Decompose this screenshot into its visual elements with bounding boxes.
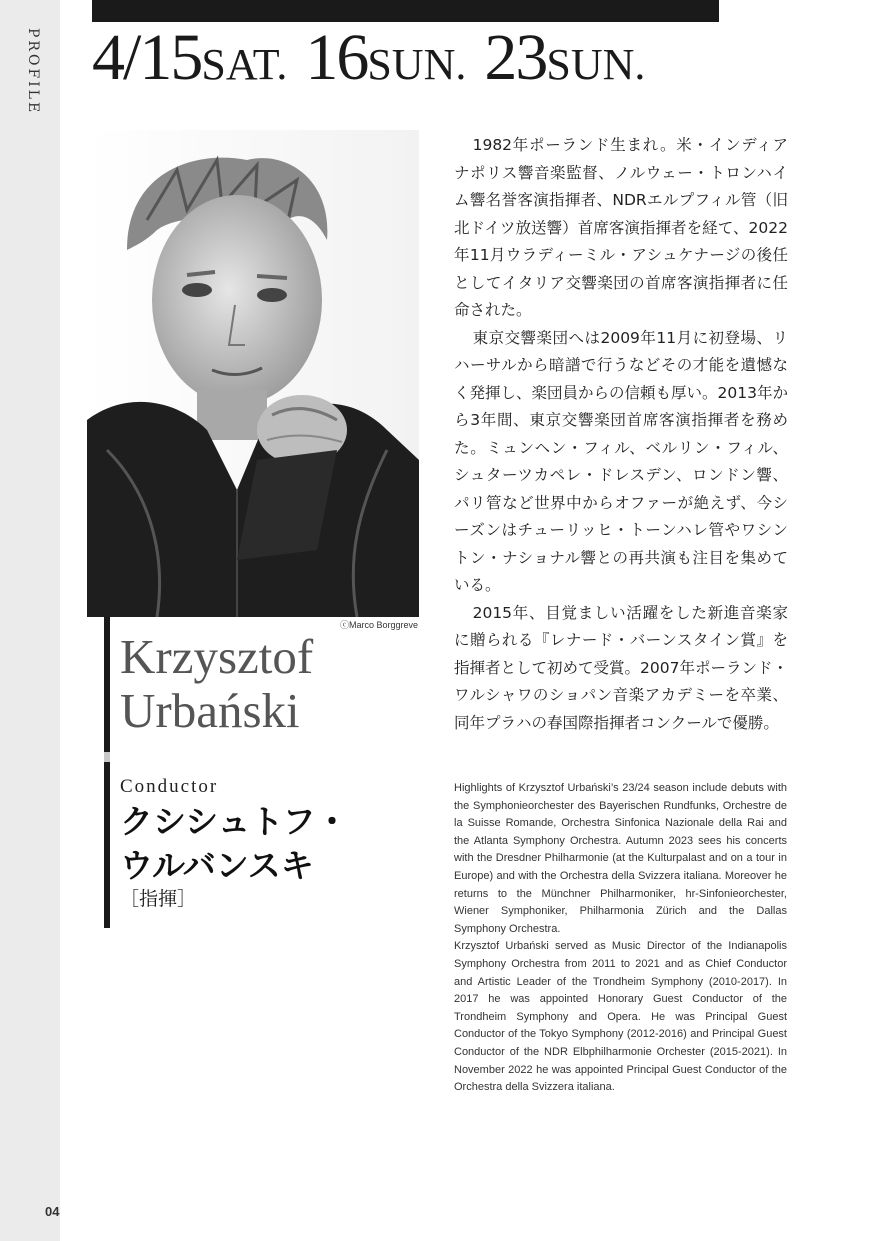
- page-number: 04: [45, 1204, 60, 1219]
- header-bar: [92, 0, 719, 22]
- artist-first-name: Krzysztof: [120, 629, 314, 684]
- artist-name-japanese-line-2: ウルバンスキ: [120, 846, 314, 885]
- bio-ja-paragraph: 2015年、目覚ましい活躍をした新進音楽家に贈られる『レナード・バーンスタイン賞』を指揮者として初めて受賞。2007年ポーランド・ワルシャワのショパン音楽アカデミーを卒業、同年プラハの春国際指揮者コンクールで優勝。: [454, 603, 788, 732]
- photo-credit: ⓒMarco Borggreve: [339, 620, 418, 630]
- artist-role-english: Conductor: [120, 776, 219, 797]
- artist-last-name: Urbański: [120, 683, 300, 738]
- accent-rule-gap: [104, 752, 110, 762]
- portrait-illustration: [87, 130, 419, 617]
- conductor-portrait: [87, 130, 419, 617]
- date-3-number: 23: [484, 21, 547, 94]
- accent-rule-top: [104, 617, 110, 752]
- date-1-number: 4/15: [92, 21, 202, 94]
- biography-japanese: [454, 132, 788, 737]
- bio-en-paragraph: Highlights of Krzysztof Urbański’s 23/24 season include debuts with the Symphonieorchester des Bayerischen Rundfunks, Orchestre de la Suisse Romande, Orchestra Sinfonica Nazionale della Rai and the Atlanta Symphony Orchestra. Autumn 2023 sees his concerts with the Dresdner Philharmonie (at the Kulturpalast and on a tour in Europe) and with the Orchestra della Svizzera italiana. Moreover he returns to the Münchner Philharmoniker, hr-Sinfonieorchester, Wiener Symphoniker, Philharmonia Zürich and the Dallas Symphony Orchestra.: [454, 782, 787, 935]
- artist-name-english: [120, 630, 420, 738]
- sidebar: [0, 0, 60, 1241]
- bio-ja-paragraph: 1982年ポーランド生まれ。米・インディアナポリス響音楽監督、ノルウェー・トロンハイム響名誉客演指揮者、NDRエルプフィル管（旧北ドイツ放送響）首席客演指揮者を経て、2022年11月ウラディーミル・アシュケナージの後任としてイタリア交響楽団の首席客演指揮者に任命された。: [454, 136, 788, 319]
- section-label: PROFILE: [25, 28, 41, 116]
- accent-rule-bottom: [104, 762, 110, 928]
- date-3-day: SUN.: [546, 40, 646, 89]
- biography-english: [454, 780, 787, 1097]
- date-2-number: 16: [305, 21, 368, 94]
- bio-ja-paragraph: 東京交響楽団へは2009年11月に初登場、リハーサルから暗譜で行うなどその才能を遺憾なく発揮し、楽団員からの信頼も厚い。2013年から3年間、東京交響楽団首席客演指揮者を務めた。ミュンヘン・フィル、ベルリン・フィル、シュターツカペレ・ドレスデン、ロンドン響、パリ管など世界中からオファーが絶えず、今シーズンはチューリッヒ・トーンハレ管やワシントン・ナショナル響との再共演も注目を集めている。: [454, 328, 788, 594]
- artist-name-japanese-line-1: クシシュトフ・: [120, 802, 349, 841]
- date-2-day: SUN.: [367, 40, 467, 89]
- artist-name-japanese: [120, 800, 380, 888]
- bio-en-paragraph: Krzysztof Urbański served as Music Director of the Indianapolis Symphony Orchestra from 2011 to 2021 and as Chief Conductor and Artistic Leader of the Trondheim Symphony (2010-2017). In 2017 he was appointed Honorary Guest Conductor of the Trondheim Symphony and Opera. He was Principal Guest Conductor of the Tokyo Symphony (2012-2016) and Principal Guest Conductor of the NDR Elbphilharmonie Orchester (2015-2021). In November 2022 he was appointed Principal Guest Conductor of the Orchestra della Svizzera italiana.: [454, 940, 787, 1094]
- date-1-day: SAT.: [201, 40, 288, 89]
- concert-dates: [92, 20, 659, 96]
- artist-role-japanese: ［指揮］: [120, 888, 197, 910]
